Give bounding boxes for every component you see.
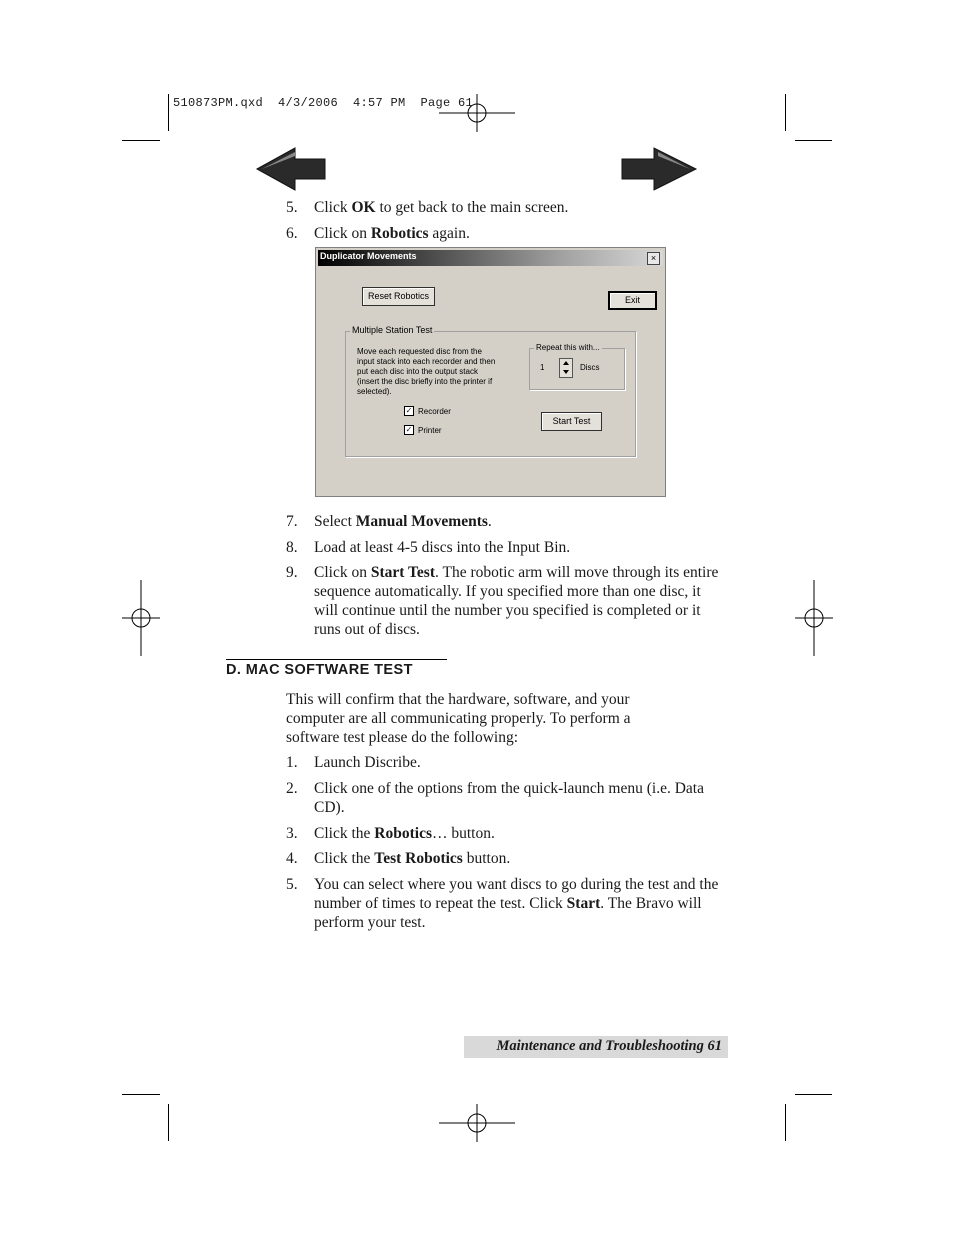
step-number: 4. — [286, 850, 298, 867]
right-arrow-icon[interactable] — [620, 146, 700, 192]
repeat-label: Repeat this with... — [536, 343, 600, 352]
footer-text: Maintenance and Troubleshooting 61 — [496, 1038, 722, 1054]
registration-mark-icon — [122, 580, 160, 656]
duplicator-movements-dialog — [315, 247, 666, 497]
printer-label: Printer — [418, 426, 442, 435]
step-number: 2. — [286, 780, 298, 797]
step-number: 8. — [286, 539, 298, 556]
step-text: Click on Start Test. The robotic arm will move through its entire sequence automatically. If you specified more than one disc, it will continue until the number you specified is completed or it runs out of discs. — [314, 564, 719, 638]
registration-mark-icon — [439, 1104, 515, 1142]
spin-down-icon[interactable] — [562, 369, 570, 375]
step-text: Click the Robotics… button. — [314, 825, 495, 842]
test-description: Move each requested disc from the input stack into each recorder and then put each disc into the output stack (insert the disc briefly into the printer if selected). — [357, 347, 496, 396]
left-arrow-icon[interactable] — [254, 146, 328, 192]
reset-robotics-button[interactable]: Reset Robotics — [362, 287, 435, 306]
repeat-count-value[interactable]: 1 — [540, 363, 545, 372]
group-label: Multiple Station Test — [352, 325, 433, 335]
crop-mark — [168, 94, 169, 131]
step-text: Click OK to get back to the main screen. — [314, 199, 569, 216]
step-text: Load at least 4-5 discs into the Input Bin. — [314, 539, 571, 556]
crop-mark — [168, 1104, 169, 1141]
start-test-button[interactable]: Start Test — [541, 412, 602, 431]
step-number: 5. — [286, 876, 298, 893]
step-number: 5. — [286, 199, 298, 216]
recorder-checkbox[interactable]: ✓ — [405, 406, 413, 415]
step-number: 9. — [286, 564, 298, 581]
section-rule — [226, 659, 447, 660]
printer-checkbox[interactable]: ✓ — [405, 425, 413, 434]
step-text: Click the Test Robotics button. — [314, 850, 511, 867]
step-text: You can select where you want discs to go during the test and the number of times to repeat the test. Click Start. The Bravo will perform your test. — [314, 876, 719, 931]
close-icon[interactable]: × — [647, 252, 660, 265]
dialog-title-bar — [318, 250, 663, 266]
page-footer — [464, 1036, 728, 1058]
crop-mark — [795, 140, 832, 141]
step-text: Click on Robotics again. — [314, 225, 470, 242]
crop-mark — [785, 94, 786, 131]
crop-mark — [122, 1094, 160, 1095]
spin-up-icon[interactable] — [562, 360, 570, 366]
file-slug: 510873PM.qxd 4/3/2006 4:57 PM Page 61 — [173, 96, 474, 110]
recorder-label: Recorder — [418, 407, 451, 416]
step-text: Select Manual Movements. — [314, 513, 492, 530]
exit-button[interactable]: Exit — [608, 291, 657, 310]
step-number: 7. — [286, 513, 298, 530]
registration-mark-icon — [795, 580, 833, 656]
dialog-title: Duplicator Movements — [320, 251, 417, 261]
step-number: 1. — [286, 754, 298, 771]
step-text: Launch Discribe. — [314, 754, 421, 771]
section-heading: D. MAC SOFTWARE TEST — [226, 662, 413, 678]
step-number: 3. — [286, 825, 298, 842]
repeat-spinner[interactable] — [559, 358, 573, 378]
step-text: Click one of the options from the quick-launch menu (i.e. Data CD). — [314, 780, 704, 816]
crop-mark — [122, 140, 160, 141]
crop-mark — [785, 1104, 786, 1141]
section-intro: This will confirm that the hardware, software, and your computer are all communicating properly. To perform a software test please do the following: — [286, 691, 631, 746]
repeat-unit: Discs — [580, 363, 600, 372]
crop-mark — [795, 1094, 832, 1095]
step-number: 6. — [286, 225, 298, 242]
